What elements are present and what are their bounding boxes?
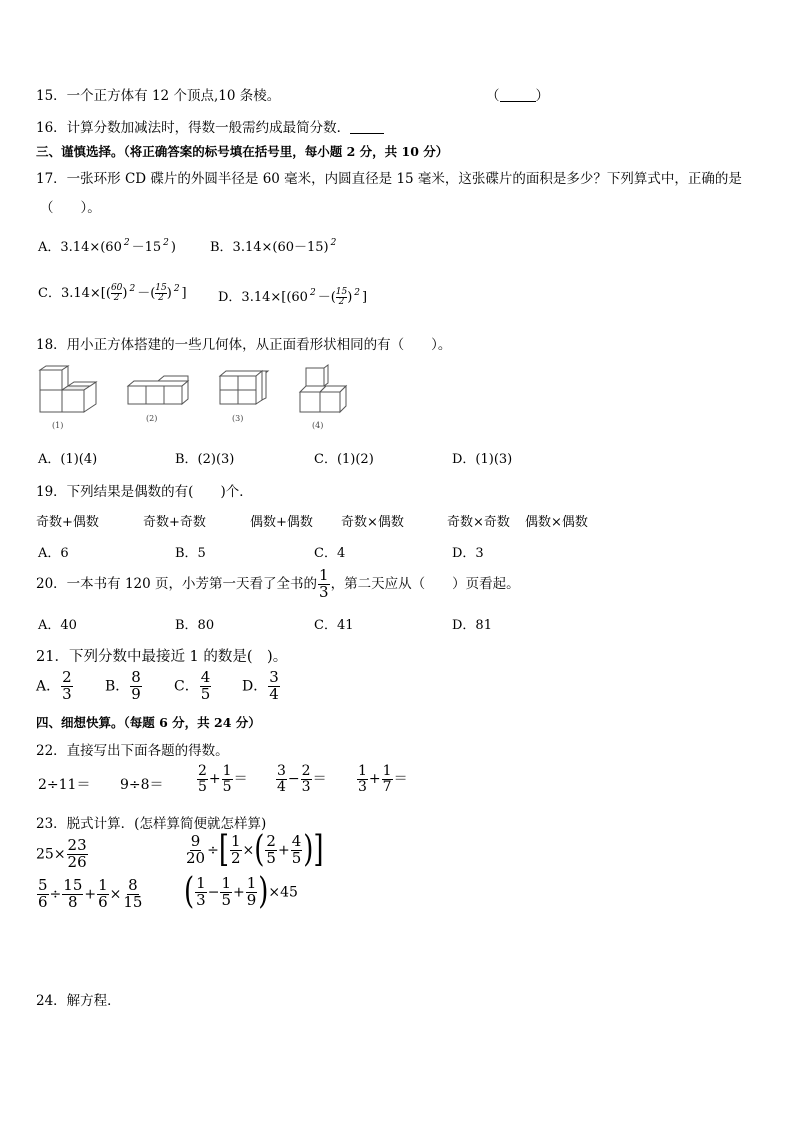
- option-18a[interactable]: A．(1)(4): [38, 452, 98, 467]
- q22-expr-5: $\frac{1}{3}$ + $\frac{1}{7}$ ＝: [358, 763, 408, 795]
- cube-caption-1: (1): [52, 421, 64, 430]
- option-17a[interactable]: A．3.14×(60 $^2$ －15 $^2$ ): [38, 238, 176, 255]
- option-21c[interactable]: C． $\frac{4}{5}$: [174, 668, 211, 703]
- option-20a[interactable]: A．40: [38, 618, 77, 633]
- q22-expr-3: $\frac{2}{5}$ + $\frac{1}{5}$ ＝: [198, 763, 248, 795]
- q19-item-3: 偶数+偶数: [250, 515, 313, 530]
- q23-problem-1: 25× $\frac{23}{26}$: [36, 836, 87, 871]
- option-17d[interactable]: D．3.14×[(60 $^2$ －( $\frac{15}{2}$ ) $^2$ ]: [218, 287, 368, 307]
- fraction-one-third: $\frac{1}{3}$: [319, 566, 329, 601]
- option-18c[interactable]: C．(1)(2): [314, 452, 374, 467]
- option-20b[interactable]: B．80: [175, 618, 215, 633]
- q22-expr-1: 2÷11＝: [38, 777, 91, 793]
- option-18d[interactable]: D．(1)(3): [452, 452, 513, 467]
- q19-item-6: 偶数×偶数: [525, 515, 588, 530]
- cube-caption-2: (2): [146, 414, 158, 423]
- question-20: 20．一本书有 120 页，小芳第一天看了全书的 $\frac{1}{3}$ ，第二天应从（ ）页看起。: [36, 566, 520, 601]
- question-16: 16．计算分数加减法时，得数一般需约成最简分数．: [36, 116, 384, 136]
- option-19a[interactable]: A．6: [38, 546, 69, 561]
- section-4-title: 四、细想快算。（每题 6 分，共 24 分）: [36, 715, 261, 730]
- question-23: 23．脱式计算．(怎样算简便就怎样算): [36, 816, 267, 832]
- option-18b[interactable]: B．(2)(3): [175, 452, 235, 467]
- answer-blank-16[interactable]: [350, 121, 384, 134]
- option-19b[interactable]: B．5: [175, 546, 206, 561]
- q23-problem-4: ( $\frac{1}{3}$ − $\frac{1}{5}$ + $\frac{1}{9}$ )×45: [184, 871, 298, 914]
- cube-figure-4: [300, 365, 346, 412]
- answer-blank-15[interactable]: （ ）: [486, 88, 549, 104]
- q19-item-1: 奇数+偶数: [36, 515, 99, 530]
- q19-item-4: 奇数×偶数: [341, 515, 404, 530]
- q19-item-2: 奇数+奇数: [143, 515, 206, 530]
- q23-problem-2: $\frac{9}{20}$ ÷[ $\frac{1}{2}$ ×( $\frac{2}{5}$ + $\frac{4}{5}$ )]: [186, 829, 324, 872]
- option-17b[interactable]: B．3.14×(60－15) $^2$: [210, 238, 337, 255]
- cube-figure-1: [40, 366, 96, 412]
- option-19c[interactable]: C．4: [314, 546, 346, 561]
- question-17: 17．一张环形 CD 碟片的外圆半径是 60 毫米，内圆直径是 15 毫米，这张碟片的面积是多少？下列算式中，正确的是: [36, 171, 742, 187]
- section-3-title: 三、谨慎选择。（将正确答案的标号填在括号里，每小题 2 分，共 10 分）: [36, 144, 449, 159]
- q23-problem-3: $\frac{5}{6}$ ÷ $\frac{15}{8}$ + $\frac{1}{6}$ × $\frac{8}{15}$: [38, 876, 143, 911]
- cube-figure-3: [220, 371, 268, 404]
- cube-caption-4: (4): [312, 421, 324, 430]
- option-21b[interactable]: B． $\frac{8}{9}$: [105, 668, 141, 703]
- question-19: 19．下列结果是偶数的有( )个．: [36, 484, 253, 500]
- option-21d[interactable]: D． $\frac{3}{4}$: [242, 668, 279, 703]
- q19-item-5: 奇数×奇数: [447, 515, 510, 530]
- question-15: 15．一个正方体有 12 个顶点,10 条棱。: [36, 88, 281, 104]
- question-24: 24．解方程．: [36, 993, 121, 1009]
- q22-expr-4: $\frac{3}{4}$ − $\frac{2}{3}$ ＝: [277, 763, 327, 795]
- cube-figure-2: [128, 376, 188, 404]
- option-19d[interactable]: D．3: [452, 546, 484, 561]
- option-21a[interactable]: A． $\frac{2}{3}$: [36, 668, 72, 703]
- question-18: 18．用小正方体搭建的一些几何体，从正面看形状相同的有（ ）。: [36, 337, 452, 353]
- question-22: 22．直接写出下面各题的得数。: [36, 743, 229, 759]
- option-20c[interactable]: C．41: [314, 618, 354, 633]
- question-17-paren[interactable]: （ ）。: [40, 200, 101, 216]
- question-21: 21．下列分数中最接近 1 的数是( )。: [36, 649, 288, 665]
- option-20d[interactable]: D．81: [452, 618, 492, 633]
- q22-expr-2: 9÷8＝: [120, 777, 164, 793]
- cube-caption-3: (3): [232, 414, 244, 423]
- option-17c[interactable]: C．3.14×[( $\frac{60}{2}$ ) $^2$ －( $\frac{15}{2}$ ) $^2$ ]: [38, 283, 187, 303]
